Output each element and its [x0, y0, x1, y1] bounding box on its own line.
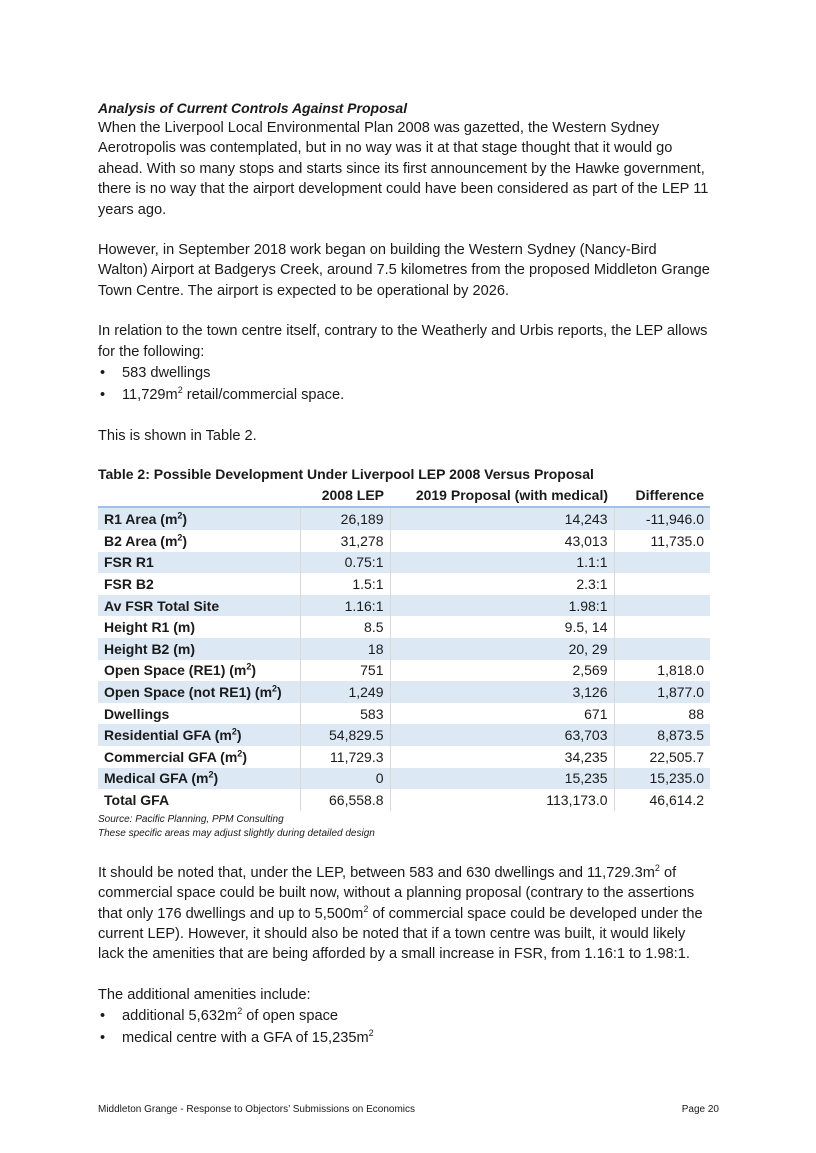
proposal-value: 2,569: [390, 660, 614, 682]
paragraph-town-centre: In relation to the town centre itself, contrary to the Weatherly and Urbis reports, the LEP allows for the following:: [98, 323, 708, 360]
proposal-value: 43,013: [390, 530, 614, 552]
page-footer: [98, 1104, 719, 1115]
proposal-value: 1.98:1: [390, 595, 614, 617]
list-item: • additional $5,632m^2$ of open space: [98, 1005, 710, 1027]
difference-value: [614, 552, 710, 574]
row-label: Height R1 (m): [104, 619, 195, 636]
table-header-row: [98, 484, 710, 507]
proposal-value: 113,173.0: [390, 789, 614, 811]
table-row: [98, 616, 710, 638]
row-label: Medical GFA $(m^2)$: [104, 769, 219, 787]
table-row: [98, 638, 710, 660]
lep-allowance-list: [98, 362, 710, 406]
table-row: [98, 573, 710, 595]
lep-value: 66,558.8: [300, 789, 390, 811]
lep-value: 11,729.3: [300, 746, 390, 768]
proposal-value: 15,235: [390, 768, 614, 790]
proposal-value: 671: [390, 703, 614, 725]
paragraph-lep-note: It should be noted that, under the LEP, between 583 and 630 dwellings and $11,729.3m^2$ of commercial space could be built now, without a planning proposal (contrary to the assertions that only 176 dwellings and up to $5,500m^2$ of commercial space could be developed under the current LEP). However, it should also be noted that if a town centre was built, it would likely lack the amenities that are being afforded by a small increase in FSR, from 1.16:1 to 1.98:1.: [98, 862, 703, 963]
difference-value: 15,235.0: [614, 768, 710, 790]
table-source: Source: Pacific Planning, PPM Consulting: [98, 813, 284, 825]
document-body: [98, 98, 710, 1049]
table-title: Table 2: Possible Development Under Liverpool LEP 2008 Versus Proposal: [98, 466, 594, 483]
lep-value: 0.75:1: [300, 552, 390, 574]
paragraph-amenities: The additional amenities include:: [98, 986, 311, 1003]
table-row: [98, 768, 710, 790]
row-label: Dwellings: [104, 705, 170, 722]
proposal-value: 1.1:1: [390, 552, 614, 574]
row-label: Av FSR Total Site: [104, 597, 220, 614]
row-label: B2 Area $(m^2)$: [104, 532, 188, 549]
row-label: Residential GFA $(m^2)$: [104, 726, 242, 744]
row-label: Total GFA: [104, 791, 170, 808]
column-header: 2019 Proposal (with medical): [415, 487, 608, 504]
row-label: Open Space (not RE1) $(m^2)$: [104, 683, 282, 701]
difference-value: 22,505.7: [614, 746, 710, 768]
table-row: [98, 660, 710, 682]
footer-title: Middleton Grange - Response to Objectors’ Submissions on Economics: [98, 1104, 416, 1115]
difference-value: 11,735.0: [614, 530, 710, 552]
proposal-value: 9.5, 14: [390, 616, 614, 638]
table-row: [98, 507, 710, 530]
row-label: Height B2 (m): [104, 640, 195, 657]
page-number: Page 20: [681, 1104, 719, 1115]
section-heading: Analysis of Current Controls Against Proposal: [98, 100, 408, 116]
table-row: [98, 552, 710, 574]
difference-value: 88: [614, 703, 710, 725]
lep-value: 583: [300, 703, 390, 725]
proposal-value: 14,243: [390, 507, 614, 530]
lep-value: 31,278: [300, 530, 390, 552]
difference-value: 1,877.0: [614, 681, 710, 703]
list-item: • medical centre with a GFA of $15,235m^2$: [98, 1027, 710, 1049]
table-row: [98, 789, 710, 811]
difference-value: -11,946.0: [614, 507, 710, 530]
lep-value: 0: [300, 768, 390, 790]
proposal-value: 2.3:1: [390, 573, 614, 595]
paragraph-table-ref: This is shown in Table 2.: [98, 428, 257, 445]
row-label: FSR R1: [104, 554, 154, 571]
difference-value: 1,818.0: [614, 660, 710, 682]
column-header: 2008 LEP: [321, 487, 384, 504]
difference-value: [614, 573, 710, 595]
difference-value: [614, 616, 710, 638]
table-row: [98, 595, 710, 617]
row-label: FSR B2: [104, 576, 154, 593]
difference-value: 46,614.2: [614, 789, 710, 811]
proposal-value: 63,703: [390, 724, 614, 746]
table-note: These specific areas may adjust slightly during detailed design: [98, 827, 375, 839]
lep-value: 1.5:1: [300, 573, 390, 595]
proposal-value: 3,126: [390, 681, 614, 703]
row-label: R1 Area $(m^2)$: [104, 510, 188, 528]
column-header: Difference: [635, 487, 704, 504]
paragraph-airport: However, in September 2018 work began on building the Western Sydney (Nancy-Bird Walton) Airport at Badgerys Creek, around 7.5 kilometres from the proposed Middleton Grange Town Centre. The airport is expected to be operational by 2026.: [98, 242, 710, 299]
table-row: [98, 746, 710, 768]
lep-value: 1.16:1: [300, 595, 390, 617]
difference-value: [614, 595, 710, 617]
list-item: • $11,729m^2$ retail/commercial space.: [98, 384, 710, 406]
row-label: Open Space (RE1) $(m^2)$: [104, 661, 257, 679]
row-label: Commercial GFA $(m^2)$: [104, 748, 247, 765]
lep-value: 751: [300, 660, 390, 682]
lep-value: 26,189: [300, 507, 390, 530]
lep-value: 18: [300, 638, 390, 660]
list-item: • 583 dwellings: [98, 362, 710, 384]
table-row: [98, 681, 710, 703]
table-row: [98, 724, 710, 746]
proposal-value: 34,235: [390, 746, 614, 768]
proposal-value: 20, 29: [390, 638, 614, 660]
amenities-list: [98, 1005, 710, 1049]
difference-value: 8,873.5: [614, 724, 710, 746]
difference-value: [614, 638, 710, 660]
lep-value: 8.5: [300, 616, 390, 638]
paragraph-aerotropolis: When the Liverpool Local Environmental Plan 2008 was gazetted, the Western Sydney Aerotropolis was contemplated, but in no way was it at that stage thought that it would go ahead. With so many stops and starts since its first announcement by the Hawke government, there is no way that the airport development could have been considered as part of the LEP 11 years ago.: [98, 120, 709, 218]
development-table: [98, 484, 710, 810]
table-row: [98, 703, 710, 725]
table-row: [98, 530, 710, 552]
lep-value: 1,249: [300, 681, 390, 703]
lep-value: 54,829.5: [300, 724, 390, 746]
